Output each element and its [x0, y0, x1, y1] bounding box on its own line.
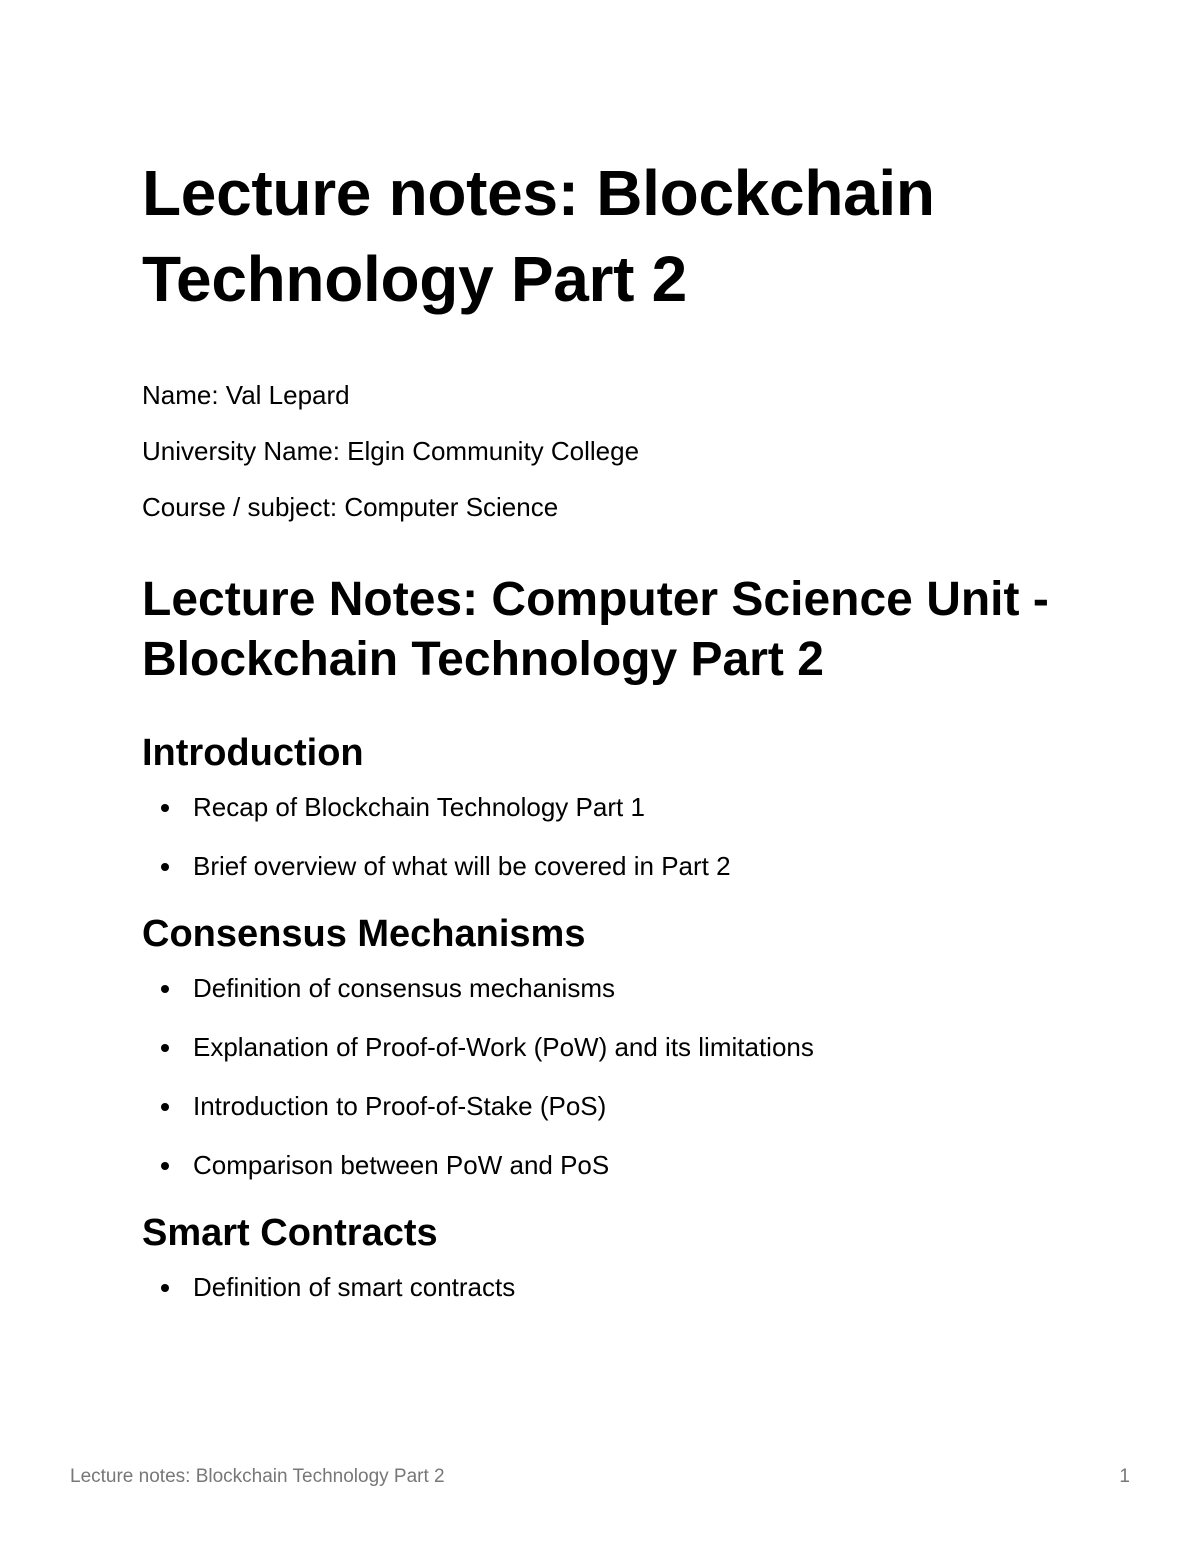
document-page: [142, 150, 1072, 1331]
bullet-list: [142, 1272, 1072, 1302]
section-title: Smart Contracts: [142, 1212, 438, 1254]
page-footer: [70, 1466, 1130, 1488]
list-item: [142, 851, 1072, 881]
list-item: [142, 792, 1072, 822]
list-item-text: Introduction to Proof-of-Stake (PoS): [193, 1091, 607, 1121]
section-smart-contracts: [142, 1210, 1072, 1302]
section-title: Introduction: [142, 732, 364, 774]
bullet-icon: [161, 1162, 169, 1170]
list-item-text: Definition of consensus mechanisms: [193, 973, 615, 1003]
list-item-text: Comparison between PoW and PoS: [193, 1150, 610, 1180]
bullet-list: [142, 792, 1072, 881]
list-item-text: Explanation of Proof-of-Work (PoW) and its limitations: [193, 1032, 814, 1062]
meta-university: University Name: Elgin Community College: [142, 436, 640, 466]
section-consensus-mechanisms: [142, 911, 1072, 1180]
bullet-icon: [161, 863, 169, 871]
bullet-icon: [161, 1044, 169, 1052]
footer-text: Lecture notes: Blockchain Technology Part 2: [70, 1466, 445, 1487]
list-item: [142, 1272, 1072, 1302]
meta-course: Course / subject: Computer Science: [142, 492, 559, 522]
list-item-text: Brief overview of what will be covered in Part 2: [193, 851, 731, 881]
page-number: 1: [1119, 1466, 1130, 1487]
bullet-list: [142, 973, 1072, 1180]
list-item-text: Recap of Blockchain Technology Part 1: [193, 792, 645, 822]
section-introduction: [142, 730, 1072, 881]
list-item: [142, 1091, 1072, 1121]
meta-name: Name: Val Lepard: [142, 380, 350, 410]
document-meta: [142, 380, 1072, 522]
list-item: [142, 1032, 1072, 1062]
list-item: [142, 973, 1072, 1003]
bullet-icon: [161, 985, 169, 993]
document-title: Lecture notes: Blockchain Technology Part 2: [142, 157, 935, 315]
section-title: Consensus Mechanisms: [142, 913, 586, 955]
bullet-icon: [161, 1284, 169, 1292]
bullet-icon: [161, 1103, 169, 1111]
list-item: [142, 1150, 1072, 1180]
main-heading: Lecture Notes: Computer Science Unit - Blockchain Technology Part 2: [142, 573, 1049, 686]
list-item-text: Definition of smart contracts: [193, 1272, 516, 1302]
bullet-icon: [161, 804, 169, 812]
